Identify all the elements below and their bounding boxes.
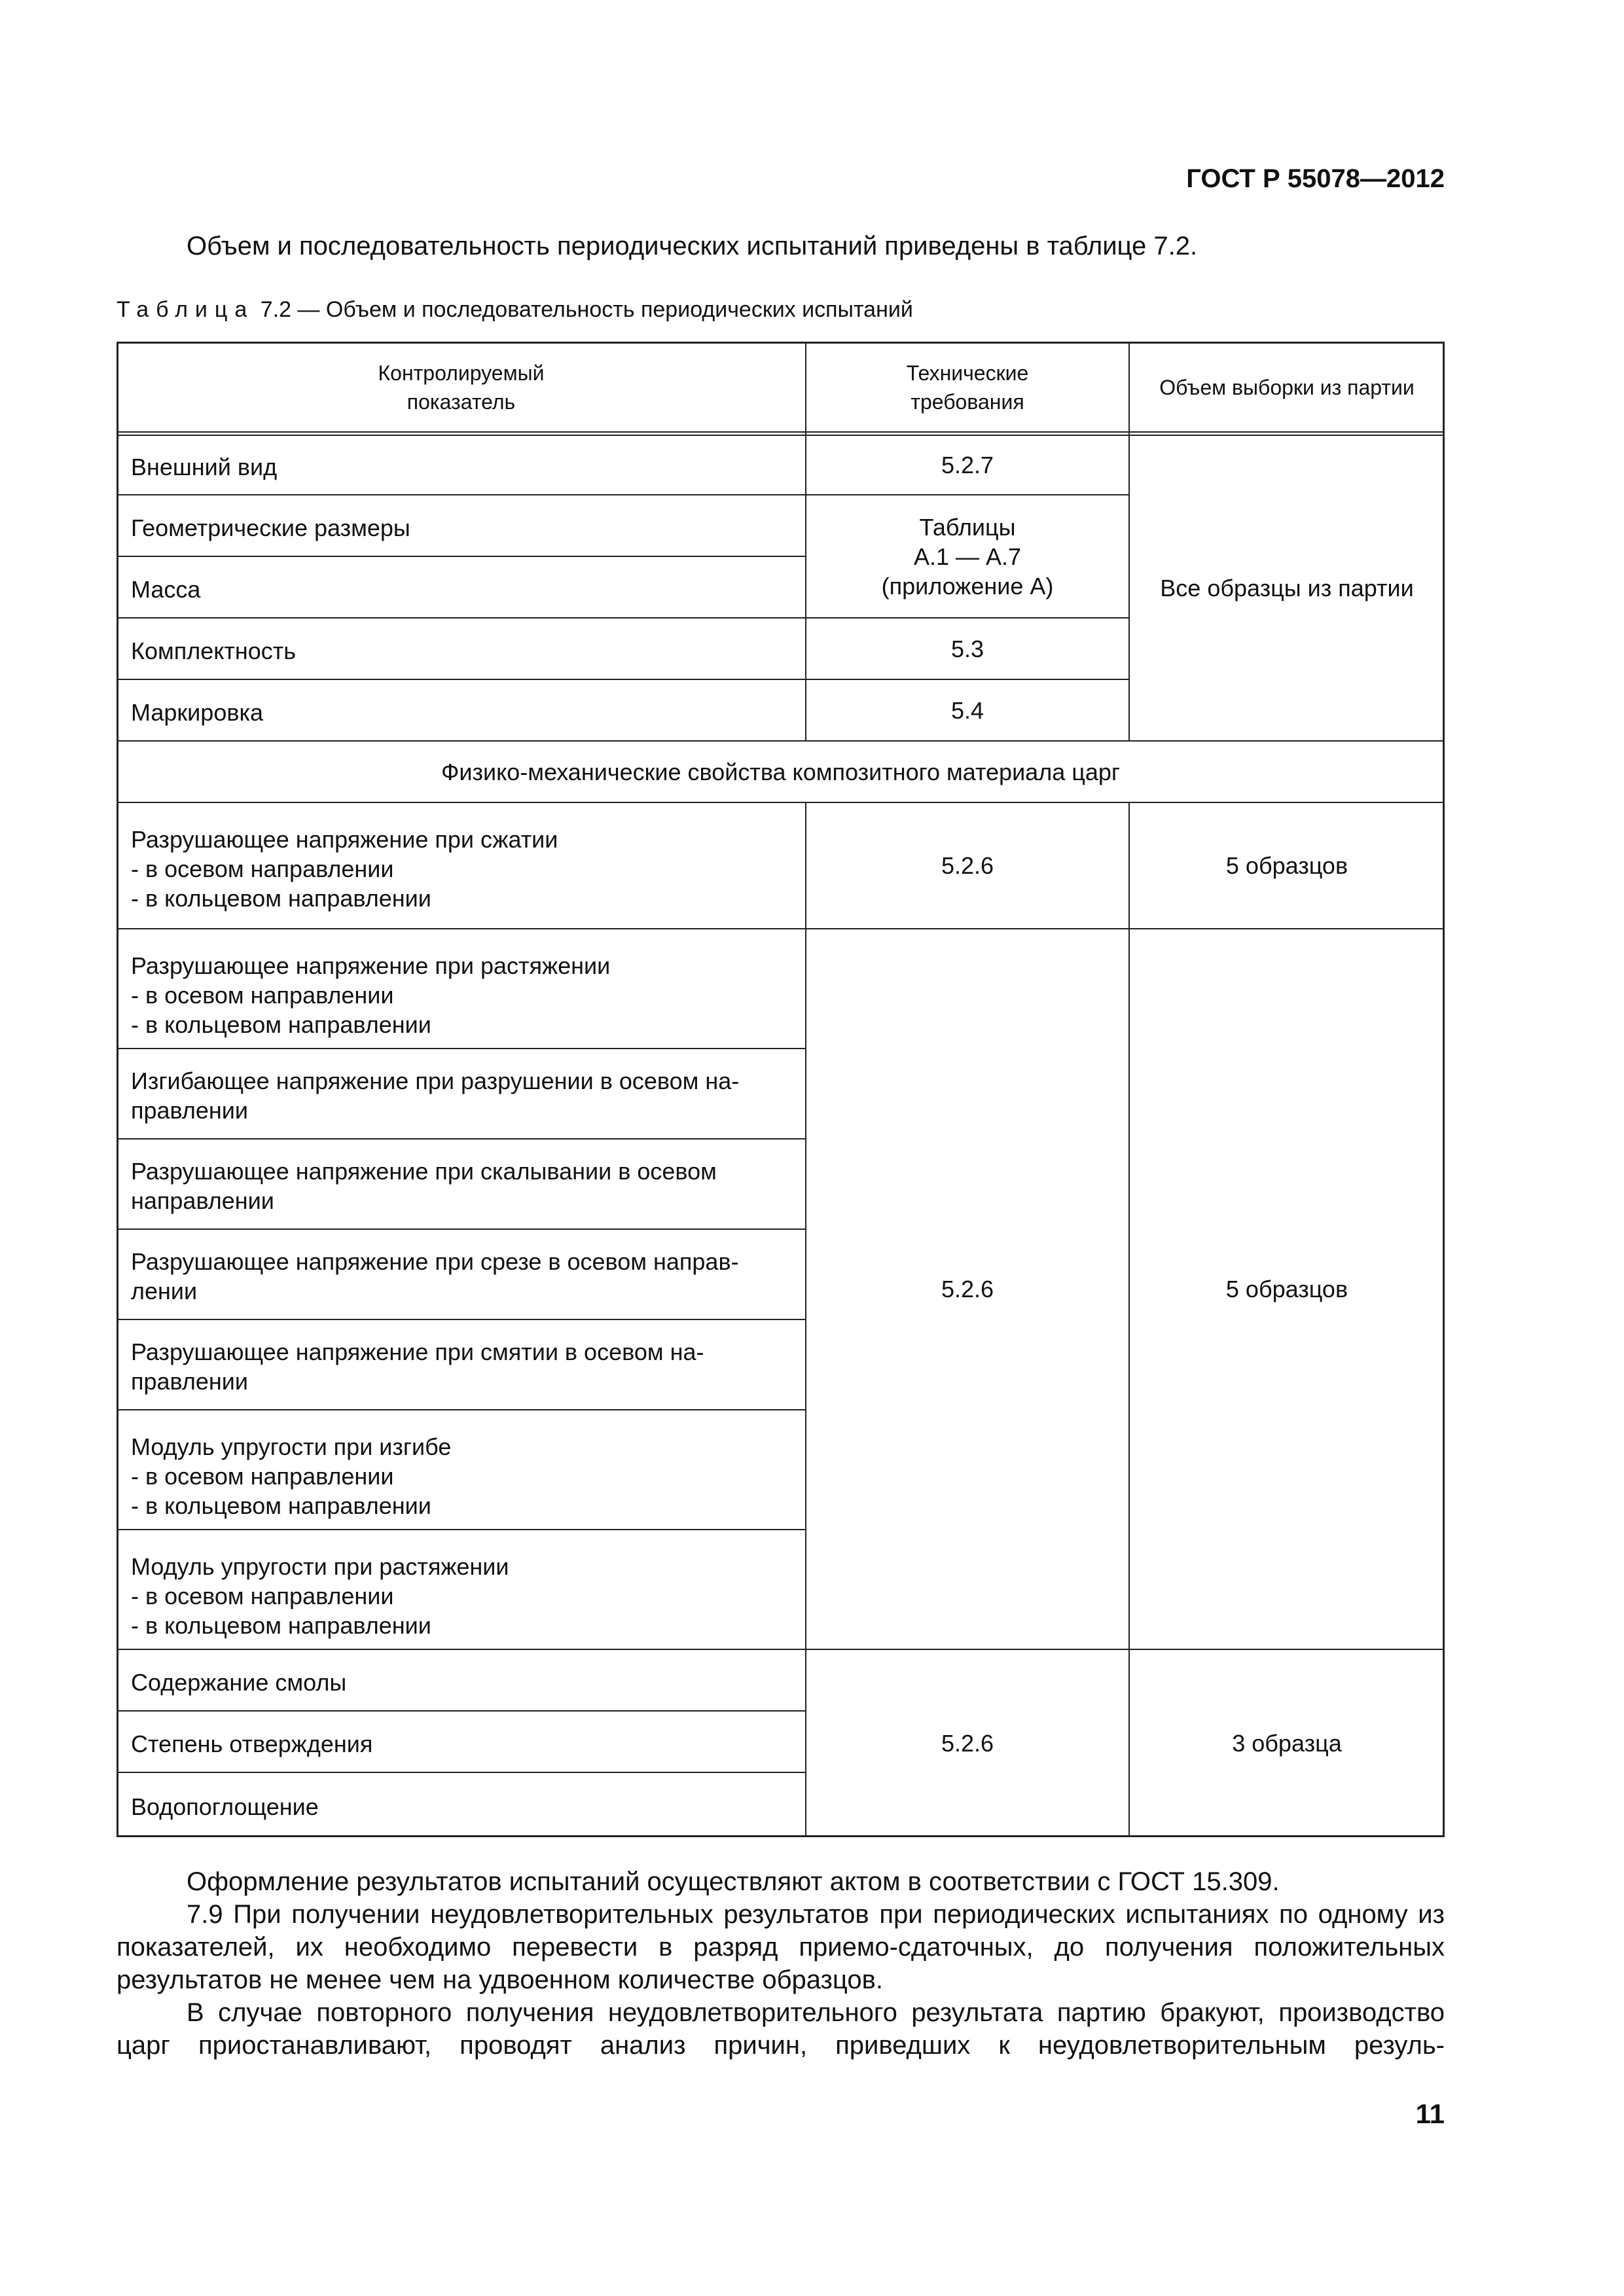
row-rule [117,1409,806,1410]
requirement-cell: 5.2.6 [941,852,994,879]
body-text [117,1865,1445,2062]
row-label: Разрушающее напряжение при сжатии - в осевом направлении - в кольцевом направлении [131,826,558,912]
paragraph: Оформление результатов испытаний осуществляют актом в соответствии с ГОСТ 15.309. [187,1867,1280,1896]
row-label: Содержание смолы [131,1668,347,1696]
table-caption-prefix: Таблица [117,297,255,322]
row-label: Масса [131,575,201,603]
row-rule [117,1529,806,1530]
requirement-cell: 5.2.7 [941,452,994,478]
row-rule [117,679,1129,680]
row-label: Изгибающее напряжение при разрушении в осевом на- правлении [131,1067,740,1124]
sample-size-cell: 5 образцов [1225,1276,1348,1302]
row-rule [117,928,1445,929]
row-rule [117,556,806,557]
row-label: Водопоглощение [131,1793,319,1820]
requirement-cell: 5.2.6 [941,1276,994,1302]
table-border [117,342,118,1837]
row-label: Разрушающее напряжение при растяжении - в осевом направлении - в кольцевом направлении [131,952,611,1038]
table-caption [117,295,1445,325]
row-label: Модуль упругости при растяжении - в осевом направлении - в кольцевом направлении [131,1553,509,1639]
periodic-tests-table [117,342,1445,1837]
requirement-cell: Таблицы А.1 — А.7 (приложение А) [881,513,1054,600]
sample-size-cell: 5 образцов [1225,852,1348,879]
section-heading: Физико-механические свойства композитного материала царг [441,758,1121,785]
paragraph: 7.9 При получении неудовлетворительных результатов при периодических испытаниях по одному из показателей, их необходимо перевести в разряд приемо-сдаточных, до получения положительных результатов не менее чем на удвоенном количестве образцов. [117,1900,1445,1994]
row-rule [117,1710,806,1712]
column-rule [1128,342,1130,741]
header-cell-requirements: Технические требования [906,361,1029,414]
requirement-cell: 5.4 [950,696,984,724]
sample-size-cell: Все образцы из партии [1160,575,1414,601]
requirement-cell: 5.3 [950,635,984,662]
row-rule [117,1229,806,1230]
row-label: Модуль упругости при изгибе - в осевом направлении - в кольцевом направлении [131,1433,452,1519]
page-number: 11 [1415,2098,1445,2129]
row-rule [117,1138,806,1139]
column-rule [1128,802,1130,1837]
row-label: Разрушающее напряжение при смятии в осевом на- правлении [131,1338,704,1395]
sample-size-cell: 3 образца [1232,1730,1342,1757]
row-label: Разрушающее напряжение при срезе в осевом направ- лении [131,1248,739,1304]
header-rule [117,431,1445,433]
document-header-id: ГОСТ Р 55078—2012 [1186,164,1445,193]
row-label: Комплектность [131,637,297,664]
header-cell-sample-size: Объем выборки из партии [1159,376,1415,399]
row-rule [117,1319,806,1320]
row-label: Маркировка [131,698,264,726]
column-rule [805,342,806,741]
row-label: Степень отверждения [131,1730,373,1757]
requirement-cell: 5.2.6 [941,1730,994,1757]
row-rule [117,617,1129,619]
row-rule [117,1772,806,1773]
row-rule [117,802,1445,803]
table-caption-text: 7.2 — Объем и последовательность периодических испытаний [254,297,913,322]
row-rule [117,1048,806,1049]
row-label: Геометрические размеры [131,514,410,541]
row-rule [117,494,1129,495]
table-border [117,342,1445,344]
table-border [117,1835,1445,1837]
row-rule [117,740,1445,742]
row-rule [117,1649,1445,1650]
intro-paragraph: Объем и последовательность периодических испытаний приведены в таблице 7.2. [187,232,1198,260]
row-label: Разрушающее напряжение при скалывании в осевом направлении [131,1158,717,1214]
paragraph: В случае повторного получения неудовлетворительного результата партию бракуют, производство царг приостанавливают, проводят анализ причин, приведших к неудовлетворительным резуль- [117,1998,1445,2060]
row-label: Внешний вид [131,454,278,480]
header-rule [117,435,1445,436]
table-border [1443,342,1445,1837]
header-cell-indicator: Контролируемый показатель [378,361,545,414]
